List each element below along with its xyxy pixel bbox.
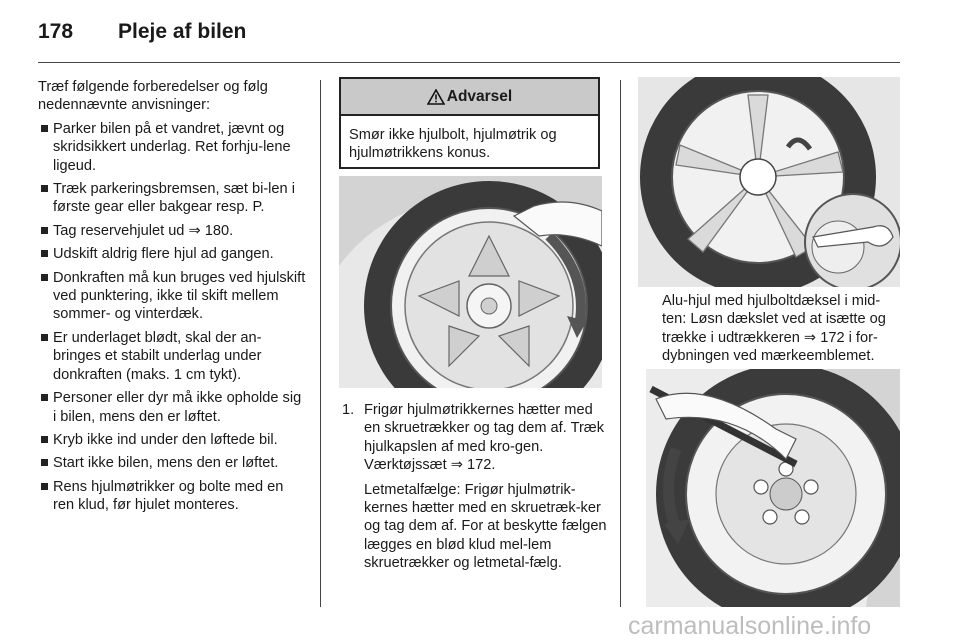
- instruction-list: [38, 120, 306, 515]
- list-item: Start ikke bilen, mens den er løftet.: [38, 454, 306, 472]
- list-item: Parker bilen på et vandret, jævnt og skridsikkert underlag. Ret forhju-lene ligeud.: [38, 120, 306, 175]
- hubcap-removal-illustration: [339, 176, 602, 388]
- intro-text: Træf følgende forberedelser og følg nedennævnte anvisninger:: [38, 79, 268, 114]
- step-paragraph-1: Frigør hjulmøtrikkernes hætter med en skruetrækker og tag dem af. Træk hjulkapslen af med kro-gen. Værktøjssæt ⇒ 172.: [364, 402, 605, 474]
- page-number: 178: [38, 20, 74, 43]
- list-item: Træk parkeringsbremsen, sæt bi-len i første gear eller bakgear resp. P.: [38, 180, 306, 217]
- preparation-column: [38, 78, 306, 520]
- column-divider-1: [320, 80, 321, 607]
- warning-box: [339, 77, 600, 169]
- step-body: [364, 401, 607, 573]
- warning-text: Smør ikke hjulbolt, hjulmøtrik og hjulmøtrikkens konus.: [349, 127, 557, 162]
- list-item: Donkraften må kun bruges ved hjulskift ved punktering, ikke til skift mellem sommer- og vinterdæk.: [38, 269, 306, 324]
- page-header: [38, 20, 247, 44]
- list-item: Tag reservehjulet ud ⇒ 180.: [38, 222, 306, 240]
- hubcap-illustration-graphic: [339, 176, 602, 388]
- warning-heading: Advarsel: [446, 87, 513, 105]
- alloy-wheel-graphic: [638, 77, 900, 287]
- list-item: Kryb ikke ind under den løftede bil.: [38, 431, 306, 449]
- list-item: Udskift aldrig flere hjul ad gangen.: [38, 245, 306, 263]
- page-title: Pleje af bilen: [118, 20, 247, 43]
- step-1: [342, 401, 607, 579]
- step-paragraph-2: Letmetalfælge: Frigør hjulmøtrik-kernes hætter med en skruetræk-ker og tag dem af. For at beskytte fælgen lægges en blød klud mel-lem skruetrækker og letmetal-fælg.: [364, 481, 607, 572]
- watermark: carmanualsonline.info: [628, 612, 872, 640]
- alloy-wheel-caption: Alu-hjul med hjulboltdæksel i mid-ten: Løsn dækslet ved at isætte og trække i udtrækkeren ⇒ 172 i for-dybningen ved mærkeemblemet.: [662, 293, 886, 365]
- warning-header: [341, 79, 598, 116]
- list-item: Personer eller dyr må ikke opholde sig i bilen, mens den er løftet.: [38, 389, 306, 426]
- wheel-nut-illustration: [646, 369, 900, 607]
- step-number: 1.: [342, 402, 355, 418]
- wheel-nut-graphic: [646, 369, 900, 607]
- list-item: Er underlaget blødt, skal der an-bringes et stabilt underlag under donkraften (maks. 1 cm tykt).: [38, 329, 306, 384]
- header-rule: [38, 62, 900, 63]
- warning-triangle-icon: [427, 89, 445, 105]
- alloy-wheel-illustration: [638, 77, 900, 287]
- column-divider-2: [620, 80, 621, 607]
- list-item: Rens hjulmøtrikker og bolte med en ren klud, før hjulet monteres.: [38, 478, 306, 515]
